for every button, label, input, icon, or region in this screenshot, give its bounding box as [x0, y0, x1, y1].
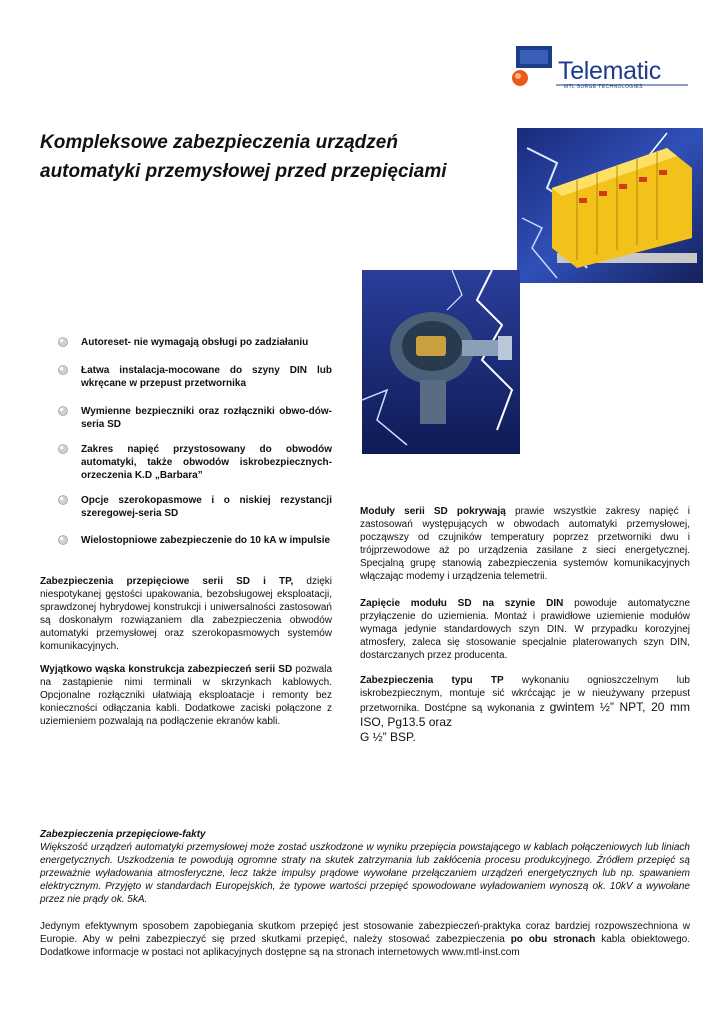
- sd-modules-photo: [517, 128, 703, 283]
- paragraph-body: wykonaniu ognioszczelnym lub iskrobezpiecznym, montuje sić wkrćcając je w nieużywany przepust przetwornika. Dostćpne są wykonania z: [360, 675, 690, 714]
- narrow-design-paragraph: [40, 663, 332, 728]
- closing-text-end: kabla obiektowego. Dodatkowe informacje w postaci not aplikacyjnych dostępne są na stronach internetowych www.mtl-inst.com: [40, 934, 690, 958]
- bullet-text: Wielostopniowe zabezpieczenie do 10 kA w impulsie: [81, 535, 331, 546]
- list-item: [58, 364, 332, 390]
- paragraph-body: dzięki niespotykanej gęstości upakowania, bezobsługowej eksploatacji, sprawdzonej hybrydowej konstrukcji i uniwersalności zastosowań są doskonałym rozwiązaniem dla zabezpieczenia obwodów automatyki przemysłowej oraz szerokopasmowych systemów komunikacyjnych.: [40, 576, 332, 652]
- thread-options: gwintem ½” NPT, 20 mm ISO, Pg13.5 oraz: [360, 700, 691, 729]
- facts-heading: Zabezpieczenia przepięciowe-fakty: [40, 829, 206, 840]
- title-line-1: Kompleksowe zabezpieczenia urządzeń: [40, 132, 398, 153]
- list-item: [58, 534, 332, 547]
- thread-options-bsp: G ½” BSP.: [360, 730, 416, 744]
- bullet-text: Autoreset- nie wymagają obsługi po zadziałaniu: [81, 337, 309, 348]
- page-title: [40, 128, 490, 186]
- bullet-text: Łatwa instalacja-mocowane do szyny DIN lub wkręcane w przepust przetwornika: [81, 365, 332, 389]
- bullet-sphere-icon: [58, 444, 68, 454]
- paragraph-lead: Zabezpieczenia typu TP: [360, 675, 504, 686]
- bullet-sphere-icon: [58, 337, 68, 347]
- bullet-sphere-icon: [58, 406, 68, 416]
- tp-transmitter-photo: [362, 270, 520, 454]
- paragraph-lead: Zapięcie modułu SD na szynie DIN: [360, 598, 564, 609]
- sd-tp-intro-paragraph: [40, 575, 332, 653]
- paragraph-body: prawie wszystkie zakresy napięć i zastosowań występujących w obwodach automatyki przemysłowej, począwszy od czujników temperatury poprzez przetworniki dwu i trójprzewodowe aż po urządzenia zasilane z sieci energetycznej. Specjalną grupę stanowią zabezpieczenia systemów komunikacyjnych włączając modemy i urządzenia telemetrii.: [360, 506, 690, 582]
- bullet-sphere-icon: [58, 535, 68, 545]
- bullet-text: Opcje szerokopasmowe i o niskiej rezystancji szeregowej-seria SD: [81, 495, 332, 519]
- closing-text-start: Jedynym efektywnym sposobem zapobiegania skutkom przepięć jest stosowanie zabezpieczeń-praktyka coraz bardziej rozpowszechniona w Europie. Aby w pełni zabezpieczyć się przed skutkami przepięć, należy stosować zabezpieczenia: [40, 921, 690, 945]
- logo-tagline: MTL SURGE TECHNOLOGIES: [564, 84, 643, 90]
- list-item: [58, 405, 332, 431]
- facts-body: Większość urządzeń automatyki przemysłowej może zostać uszkodzone w wyniku przepięcia powstającego w kablach połączeniowych lub liniach energetycznych. Uszkodzenia te powodują ogromne straty na skutek zatrzymania lub zakłócenia procesu produkcyjnego. Źródłem przepięć są przeważnie wyładowania atmosferyczne, lecz także impulsy prądowe wywołane przełączaniem urządzeń energetycznych lub np. spawaniem elektrycznym. Przyjęto w standardach Europejskich, że typowe wartości przepięć spowodowane wyładowaniem wynoszą ok. 10kV a wywołane przez nie prądy ok. 5kA.: [40, 842, 690, 905]
- tp-type-paragraph: [360, 674, 690, 745]
- logo-wordmark: Telematic: [558, 57, 661, 85]
- paragraph-body: pozwala na zastąpienie nimi terminali w skrzynkach kablowych. Opcjonalne rozłączniki ułatwiają eksploatacje i remonty bez konieczności odłączania kabli. Dodatkowe zaciski połączone z uziemieniem pozwalają na podłączenie ekranów kabli.: [40, 664, 332, 727]
- bullet-text: Wymienne bezpieczniki oraz rozłączniki obwo-dów-seria SD: [81, 406, 332, 430]
- facts-section: [40, 828, 690, 906]
- din-rail-paragraph: [360, 597, 690, 662]
- paragraph-lead: Zabezpieczenia przepięciowe serii SD i TP,: [40, 576, 294, 587]
- bullet-sphere-icon: [58, 495, 68, 505]
- paragraph-lead: Wyjątkowo wąska konstrukcja zabezpieczeń serii SD: [40, 664, 293, 675]
- sd-coverage-paragraph: [360, 505, 690, 583]
- paragraph-body: powoduje automatyczne przyłączenie do uziemienia. Montaż i prawidłowe uziemienie modułów wymaga jedynie standardowych szyn DIN. W przypadku korozyjnej atmosfery, zaleca się stosowanie specjalnie platerowanych szyn DIN, dostarczanych przez producenta.: [360, 598, 690, 661]
- list-item: [58, 336, 332, 349]
- list-item: [58, 443, 332, 482]
- list-item: [58, 494, 332, 520]
- title-line-2: automatyki przemysłowej przed przepięciami: [40, 161, 447, 182]
- bullet-sphere-icon: [58, 365, 68, 375]
- bullet-text: Zakres napięć przystosowany do obwodów automatyki, także obwodów iskrobezpiecznych-orzeczenia K.D „Barbara”: [81, 444, 332, 481]
- paragraph-lead: Moduły serii SD pokrywają: [360, 506, 506, 517]
- closing-emphasis: po obu stronach: [510, 934, 596, 945]
- closing-paragraph: [40, 920, 690, 959]
